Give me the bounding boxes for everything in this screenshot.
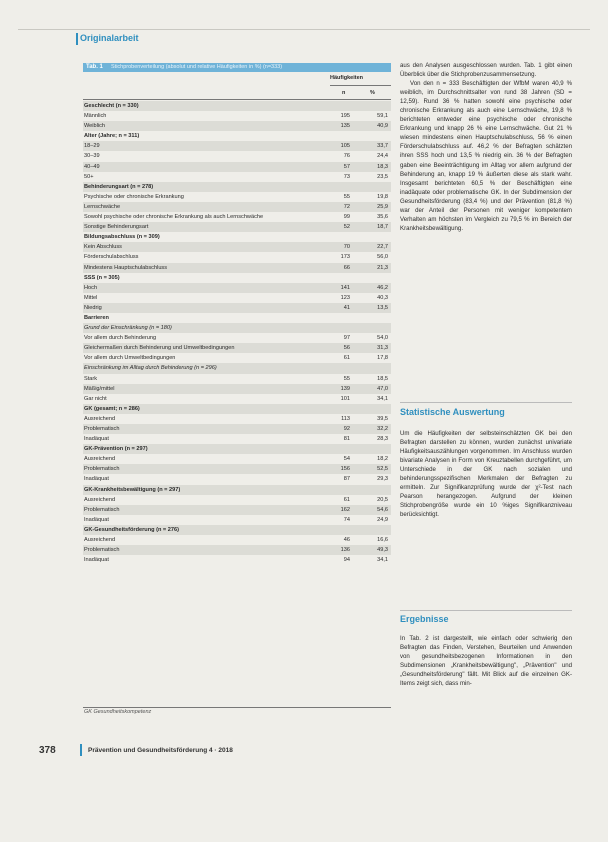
table-row <box>83 101 391 111</box>
table-caption-bar <box>83 63 391 72</box>
row-label: Ausreichend <box>84 456 116 463</box>
row-label: Barrieren <box>84 314 109 321</box>
table-row <box>83 545 391 555</box>
table-row <box>83 172 391 182</box>
row-percent: 39,5 <box>377 415 388 422</box>
col-pct-header: % <box>370 90 375 96</box>
right-text-block-2 <box>400 429 572 519</box>
table-row <box>83 242 391 252</box>
table-row <box>83 162 391 172</box>
row-label: Inadäquat <box>84 476 109 483</box>
table-row <box>83 151 391 161</box>
row-label: Weiblich <box>84 123 106 130</box>
row-percent: 59,1 <box>377 113 388 120</box>
row-percent: 32,2 <box>377 426 388 432</box>
row-count: 56 <box>343 345 350 352</box>
row-label: Mäßig/mittel <box>84 385 115 392</box>
row-count: 195 <box>340 113 350 120</box>
row-label: Inadäquat <box>84 557 109 564</box>
row-count: 87 <box>343 476 350 483</box>
row-percent: 40,3 <box>377 294 388 301</box>
row-label: Problematisch <box>84 506 120 513</box>
row-label: Problematisch <box>84 426 120 432</box>
row-label: Geschlecht (n = 330) <box>84 103 139 109</box>
table-row <box>83 252 391 262</box>
heading-statistische-auswertung: Statistische Auswertung <box>400 407 505 417</box>
row-count: 173 <box>340 254 350 261</box>
row-label: Grund der Einschränkung (n = 180) <box>84 325 172 332</box>
table-row <box>83 263 391 273</box>
page-number: 378 <box>39 745 56 756</box>
row-count: 72 <box>343 203 350 210</box>
row-count: 74 <box>343 516 350 523</box>
row-label: 50+ <box>84 173 94 180</box>
row-label: Hoch <box>84 284 98 291</box>
paragraph: In Tab. 2 ist dargestellt, wie einfach oder schwierig den Befragten das Finden, Verstehen, Beurteilen und Anwenden von gesundheitsbezogenen Informationen in den Subdimensionen „Krankheitsbewältigung", „Prävention" und „Gesundheitsförderung" fällt. Mit Blick auf die einzelnen GK-Items zeigt sich, dass min- <box>400 635 572 688</box>
row-label: Gar nicht <box>84 395 107 402</box>
row-label: Bildungsabschluss (n = 309) <box>84 234 160 241</box>
table-row <box>83 394 391 404</box>
table-footnote: GK Gesundheitskompetenz <box>84 709 152 715</box>
row-label: Einschränkung im Alltag durch Behinderung (n = 296) <box>84 365 217 372</box>
table-row <box>83 505 391 515</box>
header-bottom-rule <box>83 99 391 100</box>
table-row <box>83 273 391 283</box>
table-row <box>83 525 391 535</box>
table-row <box>83 202 391 212</box>
paragraph: aus den Analysen ausgeschlossen wurden. Tab. 1 gibt einen Überblick über die Stichprobenzusammensetzung. <box>400 62 572 79</box>
row-label: Ausreichend <box>84 496 116 503</box>
table-bottom-rule <box>83 707 391 708</box>
row-percent: 49,3 <box>377 547 388 554</box>
row-label: Mittel <box>84 294 98 301</box>
row-label: Inadäquat <box>84 516 109 523</box>
row-label: Problematisch <box>84 466 120 473</box>
row-count: 41 <box>343 304 350 311</box>
row-percent: 47,0 <box>377 385 388 392</box>
row-count: 92 <box>343 426 350 432</box>
row-label: Männlich <box>84 113 107 120</box>
row-count: 156 <box>340 466 350 473</box>
row-label: GK (gesamt; n = 286) <box>84 405 140 412</box>
row-percent: 40,9 <box>377 123 388 130</box>
row-label: 30–39 <box>84 153 100 160</box>
row-percent: 56,0 <box>377 254 388 261</box>
row-count: 135 <box>340 123 350 130</box>
row-count: 46 <box>343 537 350 544</box>
row-label: Lernschwäche <box>84 203 121 210</box>
row-count: 113 <box>341 415 350 422</box>
table-row <box>83 363 391 373</box>
row-percent: 13,5 <box>377 304 388 311</box>
journal-title: Prävention und Gesundheitsförderung 4 · 2018 <box>88 747 233 754</box>
row-percent: 24,9 <box>377 516 388 523</box>
row-label: Inadäquat <box>84 436 109 443</box>
row-percent: 29,3 <box>377 476 388 483</box>
row-percent: 34,1 <box>377 395 388 402</box>
row-label: GK-Krankheitsbewältigung (n = 297) <box>84 486 181 493</box>
table-row <box>83 434 391 444</box>
table-row <box>83 232 391 242</box>
table-row <box>83 313 391 323</box>
row-label: GK-Gesundheitsförderung (n = 276) <box>84 526 179 533</box>
row-percent: 33,7 <box>377 143 388 150</box>
row-label: 40–49 <box>84 163 100 170</box>
heading-rule <box>400 402 572 403</box>
table-row <box>83 454 391 464</box>
col-group-header: Häufigkeiten <box>330 75 364 81</box>
row-percent: 22,7 <box>377 244 388 251</box>
row-percent: 31,3 <box>377 345 388 352</box>
row-percent: 52,5 <box>377 466 388 473</box>
table-row <box>83 444 391 454</box>
paragraph: Von den n = 333 Beschäftigten der WfbM waren 40,9 % weiblich, im Durchschnittsalter von rund 38 Jahren (SD = 12,59). Rund 36 % hatten sowohl eine psychische oder chronische Erkrankung als auch eine Lernschwäche, 19,8 % berichteten entweder eine psychische oder chronische Erkrankung und knapp 26 % eine Lernschwäche. Gut 21 % wiesen mindestens einen Hauptschulabschluss, 56 % einen Förderschulabschluss auf. 46,2 % der Befragten schätzten ihren SSS hoch und 13,5 % niedrig ein. 36 % der Befragten gaben eine Beeinträchtigung im Alltag vor allem aufgrund der Behinderung an, knapp 19 % äußerten diese als stark wahr. Insgesamt berichteten 60,5 % der Beschäftigten eine inadäquate oder problematische GK. In der Subdimension der Gesundheitsförderung (83,4 %) und der Prävention (81,8 %) war der Anteil der Personen mit weniger kompetentem Verhalten am höchsten im Vergleich zu 79,5 % im Bereich der Krankheitsbewältigung. <box>400 80 572 232</box>
top-divider <box>18 29 590 30</box>
row-count: 99 <box>343 214 350 221</box>
table-row <box>83 495 391 505</box>
table-row <box>83 222 391 232</box>
table-row <box>83 474 391 484</box>
table-body <box>83 101 391 565</box>
table-row <box>83 555 391 565</box>
table-row <box>83 404 391 414</box>
row-percent: 19,8 <box>377 193 388 200</box>
row-count: 101 <box>340 395 350 402</box>
row-count: 55 <box>343 193 350 200</box>
row-percent: 35,6 <box>377 214 388 221</box>
right-text-block-3 <box>400 634 572 688</box>
row-label: Sowohl psychische oder chronische Erkrankung als auch Lernschwäche <box>84 214 264 221</box>
row-label: Vor allem durch Umweltbedingungen <box>84 355 176 362</box>
row-count: 55 <box>343 375 350 382</box>
row-count: 136 <box>340 547 350 554</box>
row-percent: 34,1 <box>377 557 388 564</box>
table-row <box>83 485 391 495</box>
col-n-header: n <box>342 90 346 96</box>
row-count: 81 <box>343 436 350 443</box>
table-row <box>83 323 391 333</box>
row-label: Niedrig <box>84 304 102 311</box>
row-percent: 23,5 <box>377 173 388 180</box>
row-label: GK-Prävention (n = 297) <box>84 446 148 453</box>
section-accent-bar <box>76 33 78 45</box>
table-row <box>83 141 391 151</box>
row-percent: 24,4 <box>377 153 388 160</box>
row-label: Ausreichend <box>84 415 116 422</box>
row-count: 123 <box>340 294 350 301</box>
table-row <box>83 212 391 222</box>
row-percent: 46,2 <box>377 284 388 291</box>
row-percent: 20,5 <box>377 496 388 503</box>
row-count: 162 <box>340 506 350 513</box>
row-label: Sonstige Behinderungsart <box>84 224 149 231</box>
heading-rule <box>400 610 572 611</box>
row-percent: 18,5 <box>377 375 388 382</box>
table-row <box>83 131 391 141</box>
row-percent: 18,2 <box>377 456 388 463</box>
row-percent: 54,6 <box>377 506 388 513</box>
table-row <box>83 283 391 293</box>
row-label: Kein Abschluss <box>84 244 122 251</box>
footer-accent-bar <box>80 744 82 756</box>
header-rule <box>330 85 391 86</box>
row-count: 105 <box>340 143 350 150</box>
table-caption: Stichprobenverteilung (absolut und relative Häufigkeiten in %) (n=333) <box>111 64 283 70</box>
paragraph: Um die Häufigkeiten der selbsteinschätzten GK bei den Befragten darstellen zu können, wurden zunächst univariate Häufigkeitsauszählungen vorgenommen. Im Anschluss wurden bivariate Analysen in Form von Kreuztabellen durchgeführt, um Unterschiede in der GK nach sozialen und behinderungsspezifischen Merkmalen der Befragten zu ermitteln. Zur Signifikanzprüfung wurde der χ²-Test nach Pearson herangezogen. Aufgrund der kleinen Stichprobengröße wurde ein 10 %iges Signifikanzniveau berücksichtigt. <box>400 430 572 519</box>
table-row <box>83 192 391 202</box>
table-row <box>83 414 391 424</box>
table-row <box>83 464 391 474</box>
table-row <box>83 353 391 363</box>
table-row <box>83 515 391 525</box>
row-percent: 17,8 <box>377 355 388 362</box>
row-label: SSS (n = 305) <box>84 274 120 281</box>
row-count: 61 <box>343 496 350 503</box>
table-row <box>83 424 391 434</box>
row-percent: 18,7 <box>377 224 388 231</box>
row-label: Alter (Jahre; n = 311) <box>84 133 140 140</box>
row-label: Stark <box>84 375 98 382</box>
row-count: 66 <box>343 264 350 271</box>
row-count: 73 <box>343 173 350 180</box>
row-count: 139 <box>340 385 350 392</box>
row-count: 141 <box>340 284 350 291</box>
row-count: 70 <box>343 244 350 251</box>
row-label: Mindestens Hauptschulabschluss <box>84 264 168 271</box>
row-count: 57 <box>343 163 350 170</box>
table-row <box>83 121 391 131</box>
row-count: 54 <box>343 456 350 463</box>
row-count: 94 <box>343 557 350 564</box>
table-row <box>83 343 391 353</box>
row-percent: 54,0 <box>377 335 388 342</box>
row-label: Behinderungsart (n = 278) <box>84 183 154 190</box>
table-row <box>83 182 391 192</box>
row-percent: 28,3 <box>377 436 388 443</box>
row-percent: 25,9 <box>377 203 388 210</box>
row-label: Gleichermaßen durch Behinderung und Umweltbedingungen <box>84 345 235 352</box>
row-label: Problematisch <box>84 547 120 554</box>
table-row <box>83 333 391 343</box>
row-percent: 16,6 <box>377 537 388 544</box>
section-label: Originalarbeit <box>80 33 139 43</box>
table-row <box>83 374 391 384</box>
row-label: Förderschulabschluss <box>84 254 139 261</box>
row-percent: 21,3 <box>377 264 388 271</box>
row-label: 18–29 <box>84 143 100 150</box>
table-row <box>83 535 391 545</box>
heading-ergebnisse: Ergebnisse <box>400 614 449 624</box>
row-count: 76 <box>343 153 350 160</box>
row-percent: 18,3 <box>377 163 388 170</box>
row-count: 97 <box>343 335 350 342</box>
table-row <box>83 111 391 121</box>
row-count: 52 <box>343 224 350 231</box>
row-label: Ausreichend <box>84 537 116 544</box>
table-row <box>83 293 391 303</box>
row-label: Psychische oder chronische Erkrankung <box>84 193 184 200</box>
table-tag: Tab. 1 <box>86 64 103 70</box>
row-label: Vor allem durch Behinderung <box>84 335 157 342</box>
table-row <box>83 303 391 313</box>
row-count: 61 <box>343 355 350 362</box>
table-row <box>83 384 391 394</box>
right-text-block-1 <box>400 61 572 233</box>
